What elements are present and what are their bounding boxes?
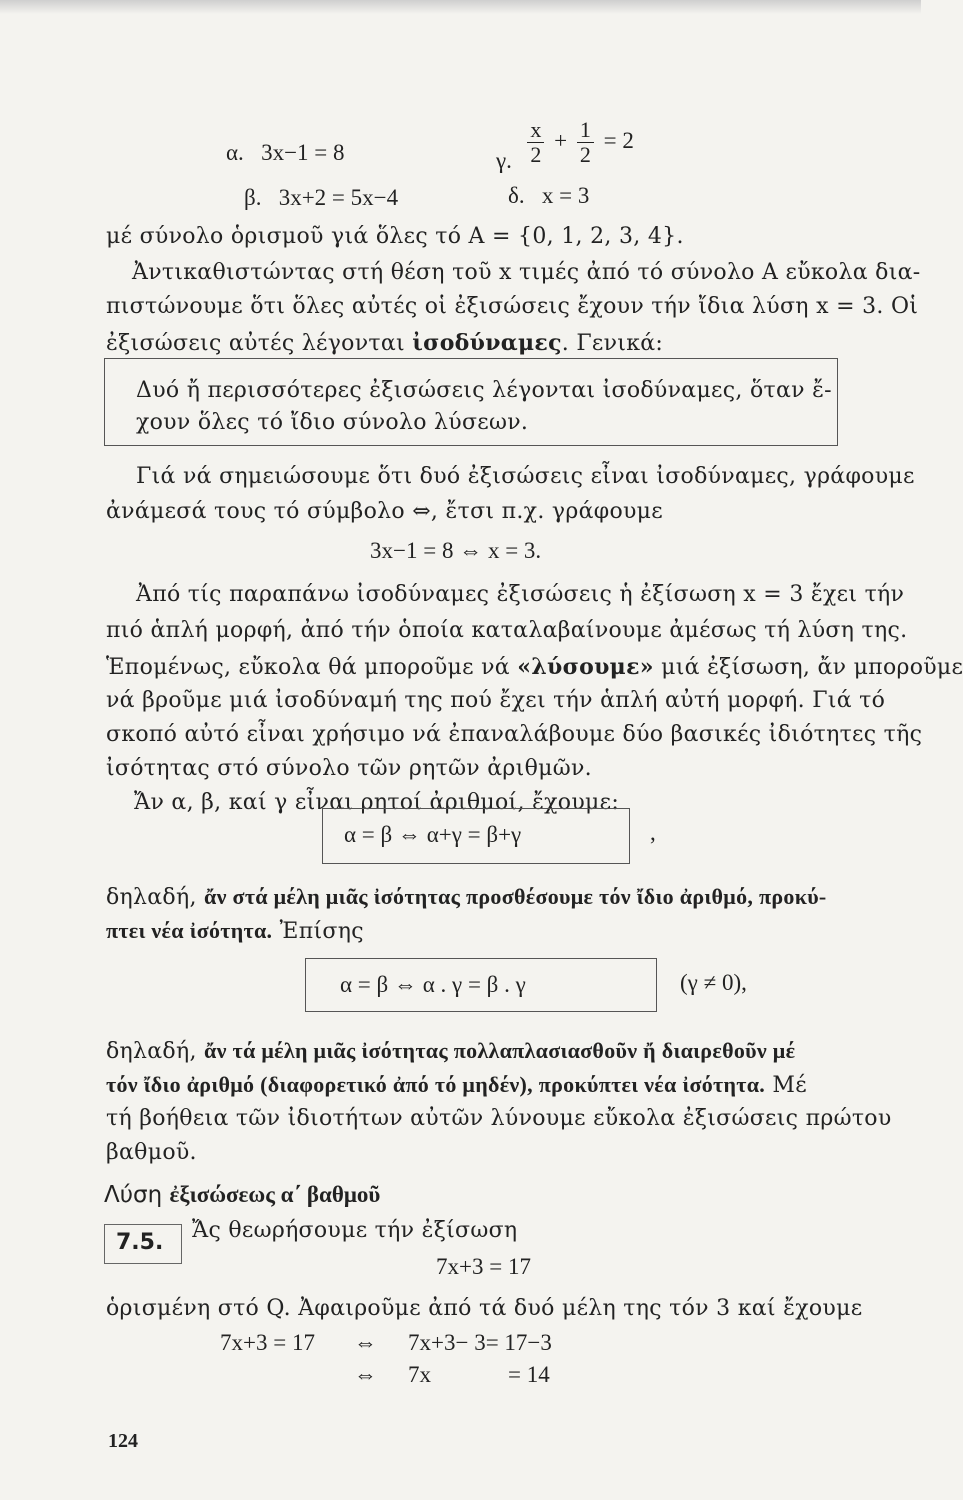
paragraph-line: Ἀντικαθιστώντας στή θέση τοῦ x τιμές ἀπό τό σύνολο Α εὔκολα δια- [132, 260, 921, 285]
solution-step-1-right: 7x+3− 3= 17−3 [408, 1330, 552, 1355]
paragraph-line: δηλαδή, ἄν τά μέλη μιᾶς ἰσότητας πολλαπλασιασθοῦν ἤ διαιρεθοῦν μέ [106, 1038, 796, 1064]
paragraph-line: Ἀπό τίς παραπάνω ἰσοδύναμες ἐξισώσεις ἡ ἐξίσωση x = 3 ἔχει τήν [136, 582, 905, 607]
equation-delta: δ. x = 3 [508, 183, 590, 208]
paragraph-line: Ἄς θεωρήσουμε τήν ἐξίσωση [192, 1218, 518, 1243]
paragraph-line: τόν ἴδιο ἀριθμό (διαφορετικό ἀπό τό μηδέν), προκύπτει νέα ἰσότητα. Μέ [106, 1072, 807, 1098]
paragraph-line: ἀνάμεσά τους τό σύμβολο ⇔, ἔτσι π.χ. γράφουμε [106, 499, 663, 524]
solution-step-2-left: 7x [408, 1362, 431, 1387]
property-addition-comma: , [650, 820, 656, 845]
term-solve: «λύσουμε» [517, 654, 654, 680]
fraction-x-over-2: $\frac{x}{2}$ [527, 118, 544, 167]
paragraph-line: Ἄν α, β, καί γ εἶναι ρητοί ἀριθμοί, ἔχουμε: [134, 790, 620, 815]
equivalence-example: 3x−1 = 8 ⇔ x = 3. [370, 538, 542, 563]
paragraph-line: βαθμοῦ. [106, 1140, 197, 1165]
section-heading: Λύση ἐξισώσεως α΄ βαθμοῦ [104, 1182, 381, 1208]
paragraph-line: νά βροῦμε μιά ἰσοδύναμή της πού ἔχει τήν ἁπλή αὐτή μορφή. Γιά τό [106, 688, 886, 713]
equation-alpha: α. 3x−1 = 8 [226, 140, 345, 165]
paragraph-line: τή βοήθεια τῶν ἰδιοτήτων αὐτῶν λύνουμε εὔκολα ἐξισώσεις πρώτου [106, 1106, 892, 1131]
paragraph-line: δηλαδή, ἄν στά μέλη μιᾶς ἰσότητας προσθέσουμε τόν ἴδιο ἀριθμό, προκύ- [106, 884, 827, 910]
paragraph-line: Γιά νά σημειώσουμε ὅτι δυό ἐξισώσεις εἶναι ἰσοδύναμες, γράφουμε [136, 464, 915, 489]
paragraph-line: σκοπό αὐτό εἶναι χρήσιμο νά ἐπαναλάβουμε δύο βασικές ἰδιότητες τῆς [106, 722, 923, 747]
definition-line: χουν ὅλες τό ἴδιο σύνολο λύσεων. [136, 410, 529, 435]
paragraph-line: πιό ἁπλή μορφή, ἀπό τήν ὁποία καταλαβαίνουμε ἀμέσως τή λύση της. [106, 618, 908, 643]
solution-step-1-symbol: ⇔ [354, 1330, 377, 1355]
solution-step-2-right: = 14 [508, 1362, 550, 1387]
equation-beta: β. 3x+2 = 5x−4 [244, 185, 399, 210]
fraction-1-over-2: $\frac{1}{2}$ [577, 118, 594, 167]
paragraph-line: ἐξισώσεις αὐτές λέγονται ἰσοδύναμες. Γενικά: [106, 330, 664, 356]
property-multiplication-formula: α = β ⇔ α . γ = β . γ [340, 972, 526, 997]
paragraph-line: πιστώνουμε ὅτι ὅλες αὐτές οἱ ἐξισώσεις ἔχουν τήν ἴδια λύση x = 3. Οἱ [106, 294, 919, 319]
section-number: 7.5. [116, 1230, 164, 1255]
definition-line: Δυό ἤ περισσότερες ἐξισώσεις λέγονται ἰσοδύναμες, ὅταν ἔ- [136, 378, 832, 403]
paragraph-line: πτει νέα ἰσότητα. Ἐπίσης [106, 918, 364, 944]
equation-gamma: γ. $\frac{x}{2}$ + $\frac{1}{2}$ = 2 [496, 117, 634, 173]
page-top-edge [0, 0, 921, 14]
term-equivalent: ἰσοδύναμες [412, 330, 562, 356]
paragraph-line: ὁρισμένη στό Q. Ἀφαιροῦμε ἀπό τά δυό μέλη της τόν 3 καί ἔχουμε [106, 1296, 863, 1321]
paragraph-line: Ἑπομένως, εὔκολα θά μποροῦμε νά «λύσουμε» μιά ἐξίσωση, ἄν μποροῦμε [106, 654, 963, 680]
page-number: 124 [108, 1430, 138, 1452]
property-addition-formula: α = β ⇔ α+γ = β+γ [344, 822, 522, 847]
equation-7x-plus-3: 7x+3 = 17 [436, 1254, 531, 1279]
paragraph-line: ἰσότητας στό σύνολο τῶν ρητῶν ἀριθμῶν. [106, 756, 592, 781]
domain-sentence: μέ σύνολο ὁρισμοῦ γιά ὅλες τό Α = {0, 1, 2, 3, 4}. [106, 224, 684, 249]
property-multiplication-condition: (γ ≠ 0), [680, 970, 747, 995]
solution-step-2-symbol: ⇔ [354, 1362, 377, 1387]
solution-step-1-left: 7x+3 = 17 [220, 1330, 315, 1355]
